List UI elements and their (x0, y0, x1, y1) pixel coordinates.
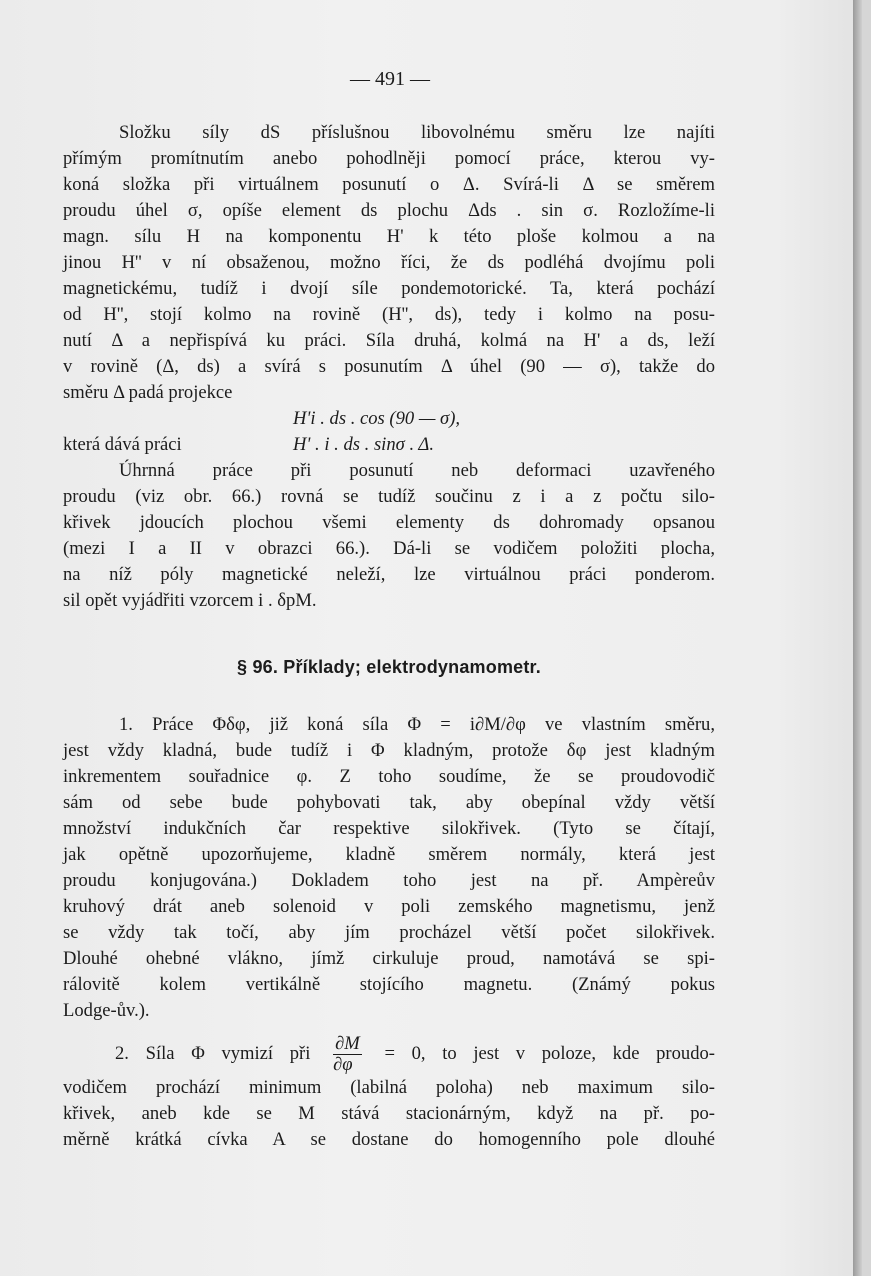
para2-line: Úhrnná práce při posunutí neb deformaci uzavřeného (119, 460, 715, 481)
para2-line: sil opět vyjádřiti vzorcem i . δpM. (63, 590, 317, 611)
para3-line: jak opětně upozorňujeme, kladně směrem normály, která jest (63, 844, 715, 865)
formula-2-row (63, 432, 715, 458)
para2-line: na níž póly magnetické neleží, lze virtuálnou práci ponderom. (63, 564, 715, 585)
paragraph-1 (63, 120, 715, 406)
para4-line: měrně krátká cívka A se dostane do homogenního pole dlouhé (63, 1129, 715, 1150)
para1-line: v rovině (Δ, ds) a svírá s posunutím Δ úhel (90 — σ), takže do (63, 356, 715, 377)
para3-line: Lodge-ův.). (63, 1000, 150, 1021)
para2-line: křivek jdoucích plochou všemi elementy ds dohromady opsanou (63, 512, 715, 533)
paragraph-2 (63, 458, 715, 614)
page-body (63, 120, 715, 1153)
para3-line: sám od sebe bude pohybovati tak, aby obepínal vždy větší (63, 792, 715, 813)
para4-first-rest: = 0, to jest v poloze, kde proudo- (384, 1042, 715, 1064)
para1-line: přímým promítnutím anebo pohodlněji pomocí práce, kterou vy- (63, 148, 715, 169)
para1-line: jinou H'' v ní obsaženou, možno říci, že ds podléhá dvojímu poli (63, 252, 715, 273)
para1-line: směru Δ padá projekce (63, 382, 233, 403)
para1-line: proudu úhel σ, opíše element ds plochu Δds . sin σ. Rozložíme-li (63, 200, 715, 221)
para1-line: Složku síly dS příslušnou libovolnému směru lze najíti (119, 122, 715, 143)
paragraph-4 (63, 1034, 715, 1153)
fraction-denominator: ∂φ (333, 1054, 353, 1075)
formula-2-label: která dává práci (63, 434, 182, 455)
fraction-numerator: ∂M (335, 1033, 360, 1054)
para2-line: (mezi I a II v obrazci 66.). Dá-li se vodičem položiti plocha, (63, 538, 715, 559)
para3-line: se vždy tak točí, aby jím procházel větší počet silokřivek. (63, 922, 715, 943)
para3-line: jest vždy kladná, bude tudíž i Φ kladným, protože δφ jest kladným (63, 740, 715, 761)
paragraph-3 (63, 712, 715, 1024)
para3-line: proudu konjugována.) Dokladem toho jest na př. Ampèreův (63, 870, 715, 891)
para2-line: proudu (viz obr. 66.) rovná se tudíž součinu z i a z počtu silo- (63, 486, 715, 507)
formula-1: H'i . ds . cos (90 — σ), (293, 408, 461, 429)
para3-line: Dlouhé ohebné vlákno, jímž cirkuluje proud, namotává se spi- (63, 948, 715, 969)
para1-line: magnetickému, tudíž i dvojí síle pondemotorické. Ta, která pochází (63, 278, 715, 299)
formula-2: H' . i . ds . sinσ . Δ. (293, 434, 434, 455)
para1-line: od H'', stojí kolmo na rovině (H'', ds), tedy i kolmo na posu- (63, 304, 715, 325)
para3-line: inkrementem souřadnice φ. Z toho soudíme, že se proudovodič (63, 766, 715, 787)
page-edge-shadow (853, 0, 862, 1276)
paragraph-4-rest (63, 1075, 715, 1153)
section-heading: § 96. Příklady; elektrodynamometr. (237, 657, 541, 677)
para1-line: magn. sílu H na komponentu H' k této ploše kolmou a na (63, 226, 715, 247)
para3-line: množství indukčních čar respektive silokřivek. (Tyto se čítají, (63, 818, 715, 839)
page-number: — 491 — (350, 68, 430, 90)
para3-line: rálovitě kolem vertikálně stojícího magnetu. (Známý pokus (63, 974, 715, 995)
para4-start: 2. Síla Φ vymizí při (115, 1042, 311, 1064)
partial-fraction (333, 1034, 362, 1075)
para4-line: vodičem prochází minimum (labilná poloha) neb maximum silo- (63, 1077, 715, 1098)
paragraph-4-line-1 (63, 1034, 715, 1075)
para1-line: nutí Δ a nepřispívá ku práci. Síla druhá, kolmá na H' a ds, leží (63, 330, 715, 351)
para3-line: 1. Práce Φδφ, již koná síla Φ = i∂M/∂φ ve vlastním směru, (119, 714, 715, 735)
para3-line: kruhový drát aneb solenoid v poli zemského magnetismu, jenž (63, 896, 715, 917)
para4-line: křivek, aneb kde se M stává stacionárným, když na př. po- (63, 1103, 715, 1124)
para1-line: koná složka při virtuálnem posunutí o Δ. Svírá-li Δ se směrem (63, 174, 715, 195)
